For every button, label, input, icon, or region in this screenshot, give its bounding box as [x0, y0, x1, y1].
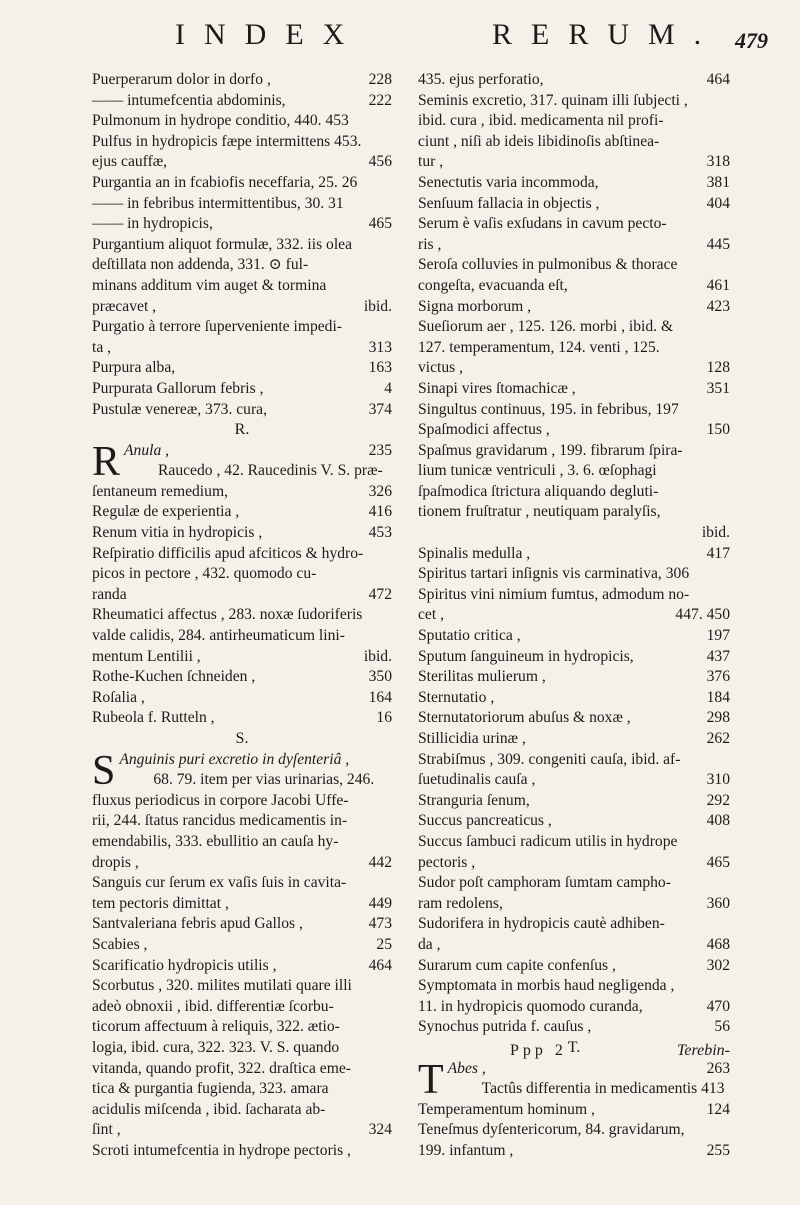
index-entry [92, 379, 392, 400]
entry-text: Sudorifera in hydropicis cautè adhiben- [418, 915, 665, 933]
entry-text: 127. temperamentum, 124. venti , 125. [418, 338, 660, 356]
index-entry [418, 976, 730, 997]
signature-mark: Ppp 2 [510, 1042, 567, 1059]
index-entry [92, 276, 392, 297]
entry-text: logia, ibid. cura, 322. 323. V. S. quando [92, 1038, 340, 1056]
header-right: RERUM. [492, 18, 721, 51]
index-entry [92, 564, 392, 585]
index-entry [418, 276, 730, 297]
drop-initial: S [92, 747, 116, 794]
entry-text: Succus pancreaticus , [418, 812, 552, 830]
section-letter: R. [234, 421, 250, 439]
index-entry [92, 338, 392, 359]
entry-page-ref: 298 [706, 709, 730, 727]
index-entry [92, 194, 392, 215]
index-entry [418, 173, 730, 194]
entry-page-ref: 222 [368, 91, 392, 109]
entry-text: Signa morborum , [418, 297, 532, 315]
page-number: 479 [735, 28, 768, 53]
entry-page-ref: 16 [376, 709, 392, 727]
entry-text: Anguinis puri excretio in dyſenteriâ , [119, 750, 350, 768]
index-entry [418, 502, 730, 523]
index-entry [92, 70, 392, 91]
entry-text: Rothe-Kuchen ſchneiden , [92, 668, 256, 686]
index-entry [418, 729, 730, 750]
index-entry [92, 956, 392, 977]
entry-text: tionem fruſtratur , neutiquam paralyſis, [418, 503, 661, 521]
entry-text: Synochus putrida f. cauſus , [418, 1018, 592, 1036]
entry-text: Teneſmus dyſentericorum, 84. gravidarum, [418, 1121, 685, 1139]
index-entry [92, 544, 392, 565]
entry-text: 435. ejus perforatio, [418, 71, 544, 88]
entry-text: Sterilitas mulierum , [418, 668, 546, 686]
entry-page-ref: 184 [706, 688, 730, 706]
index-entry [418, 235, 730, 256]
entry-text: randa [92, 585, 127, 603]
entry-text: ticorum affectuum à reliquis, 322. ætio- [92, 1018, 340, 1036]
index-entry [418, 379, 730, 400]
entry-text: Surarum cum capite confenſus , [418, 956, 616, 974]
index-entry [92, 1120, 392, 1141]
index-entry [92, 173, 392, 194]
index-entry [418, 152, 730, 173]
entry-text: Sputatio critica , [418, 627, 521, 645]
index-entry [92, 832, 392, 853]
index-entry [92, 317, 392, 338]
entry-text: victus , [418, 359, 464, 377]
entry-page-ref: 255 [706, 1141, 730, 1159]
entry-page-ref: 164 [368, 688, 392, 706]
entry-text: congeſta, evacuanda eſt, [418, 276, 568, 294]
entry-text: pectoris , [418, 853, 476, 871]
entry-page-ref: 124 [706, 1100, 730, 1118]
entry-text: Spinalis medulla , [418, 544, 531, 562]
entry-page-ref: 263 [706, 1059, 730, 1077]
entry-page-ref: 417 [706, 544, 730, 562]
entry-text: ibid. cura , ibid. medicamenta nil profi- [418, 112, 664, 130]
entry-page-ref: 461 [706, 276, 730, 294]
entry-text: minans additum vim auget & tormina [92, 276, 327, 294]
index-entry [418, 811, 730, 832]
index-entry [418, 956, 730, 977]
entry-text: Temperamentum hominum , [418, 1100, 595, 1118]
entry-text: Symptomata in morbis haud negligenda , [418, 977, 675, 995]
entry-page-ref: 235 [368, 441, 392, 459]
entry-text: ſint , [92, 1121, 121, 1139]
index-entry [92, 853, 392, 874]
entry-text: Regulæ de experientia , [92, 503, 240, 521]
drop-initial: R [92, 438, 121, 485]
entry-text: —— in hydropicis, [92, 215, 213, 233]
entry-text: Renum vitia in hydropicis , [92, 524, 263, 542]
entry-text: Scarificatio hydropicis utilis , [92, 956, 277, 974]
entry-text: adeò obnoxii , ibid. differentiæ ſcorbu- [92, 997, 334, 1015]
index-entry [418, 338, 730, 359]
index-entry [92, 997, 392, 1018]
entry-page-ref: 416 [368, 503, 392, 521]
entry-text: Puerperarum dolor in dorfo , [92, 71, 271, 88]
entry-page-ref: ibid. [363, 297, 392, 315]
index-entry [418, 91, 730, 112]
index-entry [92, 605, 392, 626]
entry-text: Spiritus tartari inſignis vis carminativa, 306 [418, 565, 690, 583]
entry-text: Pulmonum in hydrope conditio, 440. 453 [92, 112, 349, 130]
index-entry [418, 894, 730, 915]
catchword: Terebin- [676, 1042, 730, 1059]
entry-text: valde calidis, 284. antirheumaticum lini- [92, 627, 345, 645]
index-entry [418, 358, 730, 379]
index-entry [418, 935, 730, 956]
entry-text: Stranguria ſenum, [418, 791, 530, 809]
index-entry [418, 791, 730, 812]
entry-text: ſentaneum remedium, [92, 482, 228, 500]
entry-page-ref: 408 [706, 812, 730, 830]
index-entry [92, 585, 392, 606]
entry-page-ref: 465 [368, 215, 392, 233]
entry-text: ris , [418, 235, 442, 253]
entry-text: Purgantia an in fcabiofis neceffaria, 25. 26 [92, 173, 358, 191]
entry-text: Sternutatio , [418, 688, 495, 706]
index-entry [418, 708, 730, 729]
entry-text: deſtillata non addenda, 331. ⊙ ful- [92, 256, 309, 274]
entry-text: Seroſa colluvies in pulmonibus & thorace [418, 256, 678, 274]
entry-text: Sternutatoriorum abuſus & noxæ , [418, 709, 631, 727]
entry-page-ref: 468 [706, 935, 730, 953]
entry-page-ref: 453 [368, 524, 392, 542]
index-entry [92, 255, 392, 276]
entry-page-ref: 163 [368, 359, 392, 377]
index-entry [92, 914, 392, 935]
index-entry [124, 461, 392, 482]
entry-text: Purgatio à terrore ſuperveniente impedi- [92, 318, 342, 336]
index-entry [448, 1079, 730, 1100]
entry-page-ref: 464 [368, 956, 392, 974]
index-entry [418, 194, 730, 215]
index-entry [92, 502, 392, 523]
entry-text: Seminis excretio, 317. quinam illi ſubjecti , [418, 91, 688, 109]
entry-text: Sueſiorum aer , 125. 126. morbi , ibid. & [418, 318, 674, 336]
entry-text: Purgantium aliquot formulæ, 332. iis olea [92, 235, 353, 253]
entry-text: Sputum ſanguineum in hydropicis, [418, 647, 634, 665]
entry-text: Santvaleriana febris apud Gallos , [92, 915, 303, 933]
index-entry [92, 152, 392, 173]
entry-text: ſpaſmodica ſtrictura aliquando degluti- [418, 482, 659, 500]
left-index-column [92, 70, 392, 1161]
index-entry [418, 605, 730, 626]
entry-page-ref: 381 [706, 173, 730, 191]
entry-text: Spaſmodici affectus , [418, 421, 550, 439]
index-entry [418, 750, 730, 771]
entry-page-ref: 456 [368, 153, 392, 171]
entry-text: Spaſmus gravidarum , 199. fibrarum ſpira- [418, 441, 683, 459]
index-entry [92, 214, 392, 235]
entry-page-ref: 310 [706, 771, 730, 789]
entry-text: Senectutis varia incommoda, [418, 173, 599, 191]
entry-page-ref: 351 [706, 379, 730, 397]
index-entry [92, 626, 392, 647]
entry-text: Abes , [447, 1059, 486, 1077]
entry-page-ref: 292 [706, 791, 730, 809]
index-entry [92, 91, 392, 112]
index-entry [92, 873, 392, 894]
entry-page-ref: 350 [368, 668, 392, 686]
index-entry [92, 935, 392, 956]
index-entry [418, 132, 730, 153]
entry-text: da , [418, 935, 441, 953]
index-entry [418, 111, 730, 132]
index-entry [92, 482, 392, 503]
index-entry [92, 1038, 392, 1059]
index-entry [418, 832, 730, 853]
index-entry [418, 297, 730, 318]
index-entry [418, 770, 730, 791]
index-entry [92, 1100, 392, 1121]
entry-text: rii, 244. ſtatus rancidus medicamentis in- [92, 812, 348, 830]
entry-text: Succus ſambuci radicum utilis in hydrope [418, 832, 678, 850]
entry-page-ref: 56 [714, 1018, 730, 1036]
index-entry [92, 647, 392, 668]
index-entry [92, 688, 392, 709]
entry-text: Rheumatici affectus , 283. noxæ ſudoriferis [92, 606, 363, 624]
index-entry [418, 461, 730, 482]
entry-text: Sinapi vires ſtomachicæ , [418, 379, 576, 397]
entry-text: ſuetudinalis cauſa , [418, 771, 536, 789]
index-entry [418, 997, 730, 1018]
entry-page-ref: 442 [368, 853, 392, 871]
entry-text: Spiritus vini nimium fumtus, admodum no- [418, 585, 690, 603]
index-entry [92, 811, 392, 832]
entry-page-ref: ibid. [701, 524, 730, 542]
index-entry [418, 626, 730, 647]
index-entry [418, 523, 730, 544]
running-header [0, 10, 800, 60]
entry-text: tica & purgantia fugienda, 323. amara [92, 1080, 329, 1098]
index-entry [418, 647, 730, 668]
entry-page-ref: 449 [368, 894, 392, 912]
entry-page-ref: 324 [368, 1121, 392, 1139]
entry-page-ref: 374 [368, 400, 392, 418]
entry-text: dropis , [92, 853, 139, 871]
entry-text: Rubeola f. Rutteln , [92, 709, 215, 727]
entry-text: Scabies , [92, 935, 148, 953]
index-entry [418, 255, 730, 276]
entry-text: lium tunicæ ventriculi , 3. 6. œſophagi [418, 462, 657, 480]
page-footer [510, 1042, 730, 1066]
index-entry [92, 894, 392, 915]
entry-text: tem pectoris dimittat , [92, 894, 229, 912]
entry-page-ref: 472 [368, 585, 392, 603]
header-left: INDEX [175, 18, 364, 51]
index-entry [92, 1017, 392, 1038]
index-entry [418, 544, 730, 565]
index-entry [418, 70, 730, 91]
entry-text: Anula , [124, 441, 170, 459]
entry-text: Stillicidia urinæ , [418, 730, 526, 747]
index-entry [418, 853, 730, 874]
index-entry [92, 111, 392, 132]
entry-page-ref: 464 [706, 71, 730, 88]
entry-text: Raucedo , 42. Raucedinis V. S. præ- [158, 462, 383, 480]
index-entry [418, 873, 730, 894]
index-entry [119, 770, 392, 791]
index-entry [92, 708, 392, 729]
entry-text: Tactûs differentia in medicamentis 413 [481, 1080, 725, 1098]
entry-page-ref: 470 [706, 997, 730, 1015]
entry-text: Singultus continuus, 195. in febribus, 197 [418, 400, 679, 418]
entry-page-ref: 4 [384, 379, 392, 397]
index-entry [418, 1100, 730, 1121]
entry-page-ref: 128 [706, 359, 730, 377]
drop-initial: T [418, 1056, 444, 1103]
entry-text: Scroti intumefcentia in hydrope pectoris , [92, 1141, 351, 1159]
index-entry [418, 1141, 730, 1162]
entry-text: Purpura alba, [92, 359, 176, 377]
entry-text: Scorbutus , 320. milites mutilati quare illi [92, 977, 352, 995]
entry-page-ref: 447. 450 [675, 606, 730, 624]
entry-text: Strabiſmus , 309. congeniti cauſa, ibid. af- [418, 750, 681, 768]
entry-text: emendabilis, 333. ebullitio an cauſa hy- [92, 832, 339, 850]
entry-text: 68. 79. item per vias urinarias, 246. [153, 771, 375, 789]
entry-text: mentum Lentilii , [92, 647, 201, 665]
entry-page-ref: 228 [368, 71, 392, 88]
right-index-column [418, 70, 730, 1161]
index-entry [92, 358, 392, 379]
entry-page-ref: 150 [706, 421, 730, 439]
index-entry [418, 1017, 730, 1038]
index-entry [418, 317, 730, 338]
index-entry [92, 976, 392, 997]
entry-page-ref: 437 [706, 647, 730, 665]
entry-text: ejus cauffæ, [92, 153, 168, 171]
entry-text: Sanguis cur ſerum ex vaſis ſuis in cavita- [92, 874, 347, 892]
entry-text: Purpurata Gallorum febris , [92, 379, 264, 397]
entry-text: Pulfus in hydropicis fæpe intermittens 453. [92, 132, 362, 150]
entry-text: vitanda, quando profit, 322. draſtica eme- [92, 1059, 351, 1077]
index-entry [418, 214, 730, 235]
entry-text: Pustulæ venereæ, 373. cura, [92, 400, 267, 418]
entry-text: 11. in hydropicis quomodo curanda, [418, 997, 643, 1015]
entry-page-ref: 326 [368, 482, 392, 500]
entry-page-ref: 302 [706, 956, 730, 974]
index-entry [418, 1120, 730, 1141]
entry-page-ref: 318 [706, 153, 730, 171]
entry-text: —— intumefcentia abdominis, [92, 91, 286, 109]
entry-text: Senſuum fallacia in objectis , [418, 194, 600, 212]
entry-page-ref: 360 [706, 894, 730, 912]
entry-text: fluxus periodicus in corpore Jacobi Uffe- [92, 791, 349, 809]
entry-page-ref: 404 [706, 194, 730, 212]
index-entry [418, 420, 730, 441]
index-entry [418, 914, 730, 935]
entry-text: ta , [92, 338, 112, 356]
entry-text: Serum è vaſis exſudans in cavum pecto- [418, 215, 667, 233]
entry-text: picos in pectore , 432. quomodo cu- [92, 565, 317, 583]
section-letter: S. [235, 730, 249, 747]
index-entry [92, 297, 392, 318]
index-entry [418, 667, 730, 688]
entry-page-ref: 445 [706, 235, 730, 253]
index-entry [418, 400, 730, 421]
entry-page-ref: 25 [376, 935, 392, 953]
entry-text: —— in febribus intermittentibus, 30. 31 [92, 194, 344, 212]
index-entry [92, 1079, 392, 1100]
index-entry [92, 400, 392, 421]
entry-page-ref: 262 [706, 730, 730, 747]
index-entry [418, 482, 730, 503]
index-entry [92, 132, 392, 153]
entry-page-ref: 473 [368, 915, 392, 933]
entry-text: tur , [418, 153, 444, 171]
entry-page-ref: ibid. [363, 647, 392, 665]
entry-text: Reſpiratio difficilis apud afciticos & hydro- [92, 544, 364, 562]
entry-page-ref: 376 [706, 668, 730, 686]
index-entry [92, 1141, 392, 1162]
entry-page-ref: 313 [368, 338, 392, 356]
index-entry [418, 441, 730, 462]
entry-text: Sudor poſt camphoram ſumtam campho- [418, 874, 671, 892]
entry-text: ram redolens, [418, 894, 503, 912]
entry-text: Roſalia , [92, 688, 145, 706]
index-entry [418, 585, 730, 606]
index-entry [92, 667, 392, 688]
index-entry [418, 688, 730, 709]
entry-page-ref: 465 [706, 853, 730, 871]
section-letter: T. [567, 1038, 581, 1056]
entry-page-ref: 197 [706, 627, 730, 645]
entry-text: cet , [418, 606, 444, 624]
entry-text: præcavet , [92, 297, 157, 315]
index-entry [92, 235, 392, 256]
entry-page-ref: 423 [706, 297, 730, 315]
index-entry [92, 523, 392, 544]
index-entry [92, 1059, 392, 1080]
entry-text: 199. infantum , [418, 1141, 514, 1159]
entry-text: acidulis miſcenda , ibid. ſacharata ab- [92, 1100, 326, 1118]
index-entry [418, 564, 730, 585]
index-entry [92, 791, 392, 812]
entry-text: ciunt , niſi ab ideis libidinoſis abſtinea- [418, 132, 660, 150]
